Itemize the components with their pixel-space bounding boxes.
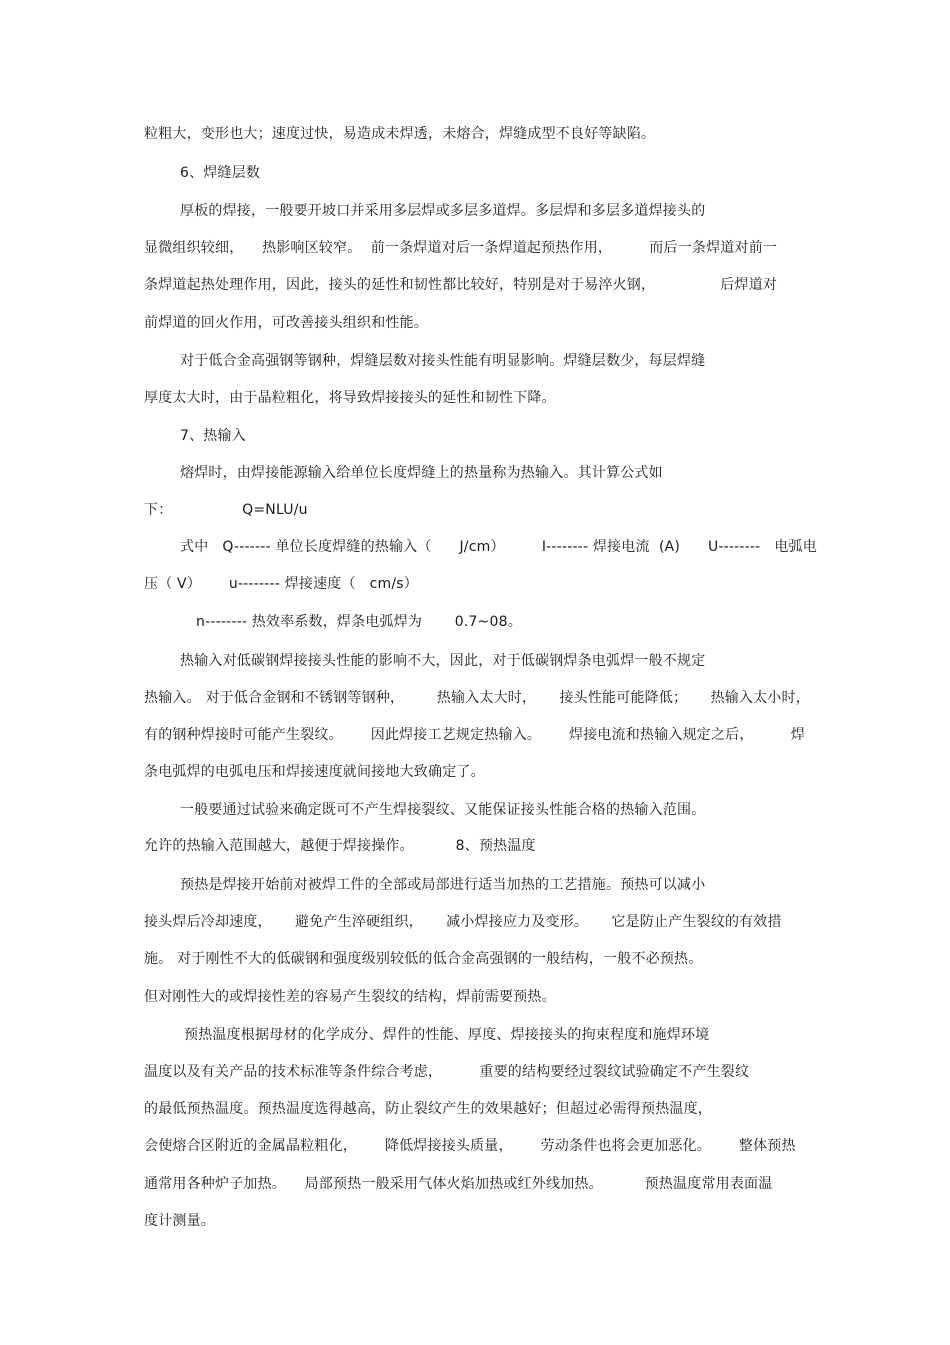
- text-line: 通常用各种炉子加热。 局部预热一般采用气体火焰加热或红外线加热。 预热温度常用表面温: [144, 1176, 773, 1192]
- text-line: 度计测量。: [144, 1213, 215, 1229]
- text-line: 会使熔合区附近的金属晶粒粗化， 降低焊接接头质量， 劳动条件也将会更加恶化。 整体预热: [144, 1138, 796, 1154]
- text-line: 式中 Q------- 单位长度焊缝的热输入（ J/cm） I-------- 焊接电流 (A) U-------- 电弧电: [180, 539, 817, 555]
- text-line: 接头焊后冷却速度， 避免产生淬硬组织， 减小焊接应力及变形。 它是防止产生裂纹的有效措: [144, 914, 782, 930]
- text-line: 预热温度根据母材的化学成分、焊件的性能、厚度、焊接接头的拘束程度和施焊环境: [184, 1027, 710, 1043]
- section-heading: 7、热输入: [180, 428, 246, 444]
- text-line: 预热是焊接开始前对被焊工件的全部或局部进行适当加热的工艺措施。预热可以减小: [180, 877, 706, 893]
- text-line: 前焊道的回火作用，可改善接头组织和性能。: [144, 315, 428, 331]
- text-line: 但对刚性大的或焊接性差的容易产生裂纹的结构，焊前需要预热。: [144, 989, 556, 1005]
- text-line: 熔焊时，由焊接能源输入给单位长度焊缝上的热量称为热输入。其计算公式如: [180, 465, 663, 481]
- text-line: n-------- 热效率系数，焊条电弧焊为 0.7~08。: [196, 614, 522, 630]
- text-line: 压（ V） u-------- 焊接速度（ cm/s）: [144, 576, 418, 592]
- formula-line: 下： Q=NLU/u: [144, 502, 308, 518]
- text-line: 热输入对低碳钢焊接接头性能的影响不大，因此，对于低碳钢焊条电弧焊一般不规定: [180, 653, 706, 669]
- text-line: 对于低合金高强钢等钢种，焊缝层数对接头性能有明显影响。焊缝层数少，每层焊缝: [180, 353, 706, 369]
- text-line: 条电弧焊的电弧电压和焊接速度就间接地大致确定了。: [144, 764, 485, 780]
- text-line: 施。 对于刚性不大的低碳钢和强度级别较低的低合金高强钢的一般结构，一般不必预热。: [144, 951, 703, 967]
- text-line: 允许的热输入范围越大，越便于焊接操作。 8、预热温度: [144, 838, 536, 854]
- text-line: 厚板的焊接，一般要开坡口并采用多层焊或多层多道焊。多层焊和多层多道焊接头的: [180, 203, 706, 219]
- text-line: 厚度太大时，由于晶粒粗化，将导致焊接接头的延性和韧性下降。: [144, 390, 556, 406]
- section-heading: 6、焊缝层数: [180, 165, 261, 181]
- text-line: 有的钢种焊接时可能产生裂纹。 因此焊接工艺规定热输入。 焊接电流和热输入规定之后， 焊: [144, 727, 806, 743]
- text-line: 的最低预热温度。预热温度选得越高，防止裂纹产生的效果越好；但超过必需得预热温度，: [144, 1101, 712, 1117]
- text-line: 显微组织较细， 热影响区较窄。 前一条焊道对后一条焊道起预热作用， 而后一条焊道对前一: [144, 240, 778, 256]
- text-line: 热输入。 对于低合金钢和不锈钢等钢种， 热输入太大时， 接头性能可能降低； 热输入太小时，: [144, 690, 810, 706]
- text-line: 粒粗大，变形也大；速度过快，易造成未焊透，未熔合，焊缝成型不良好等缺陷。: [144, 126, 656, 142]
- text-line: 条焊道起热处理作用，因此，接头的延性和韧性都比较好，特别是对于易淬火钢， 后焊道对: [144, 277, 778, 293]
- text-line: 一般要通过试验来确定既可不产生焊接裂纹、又能保证接头性能合格的热输入范围。: [180, 802, 706, 818]
- text-line: 温度以及有关产品的技术标准等条件综合考虑， 重要的结构要经过裂纹试验确定不产生裂纹: [144, 1064, 750, 1080]
